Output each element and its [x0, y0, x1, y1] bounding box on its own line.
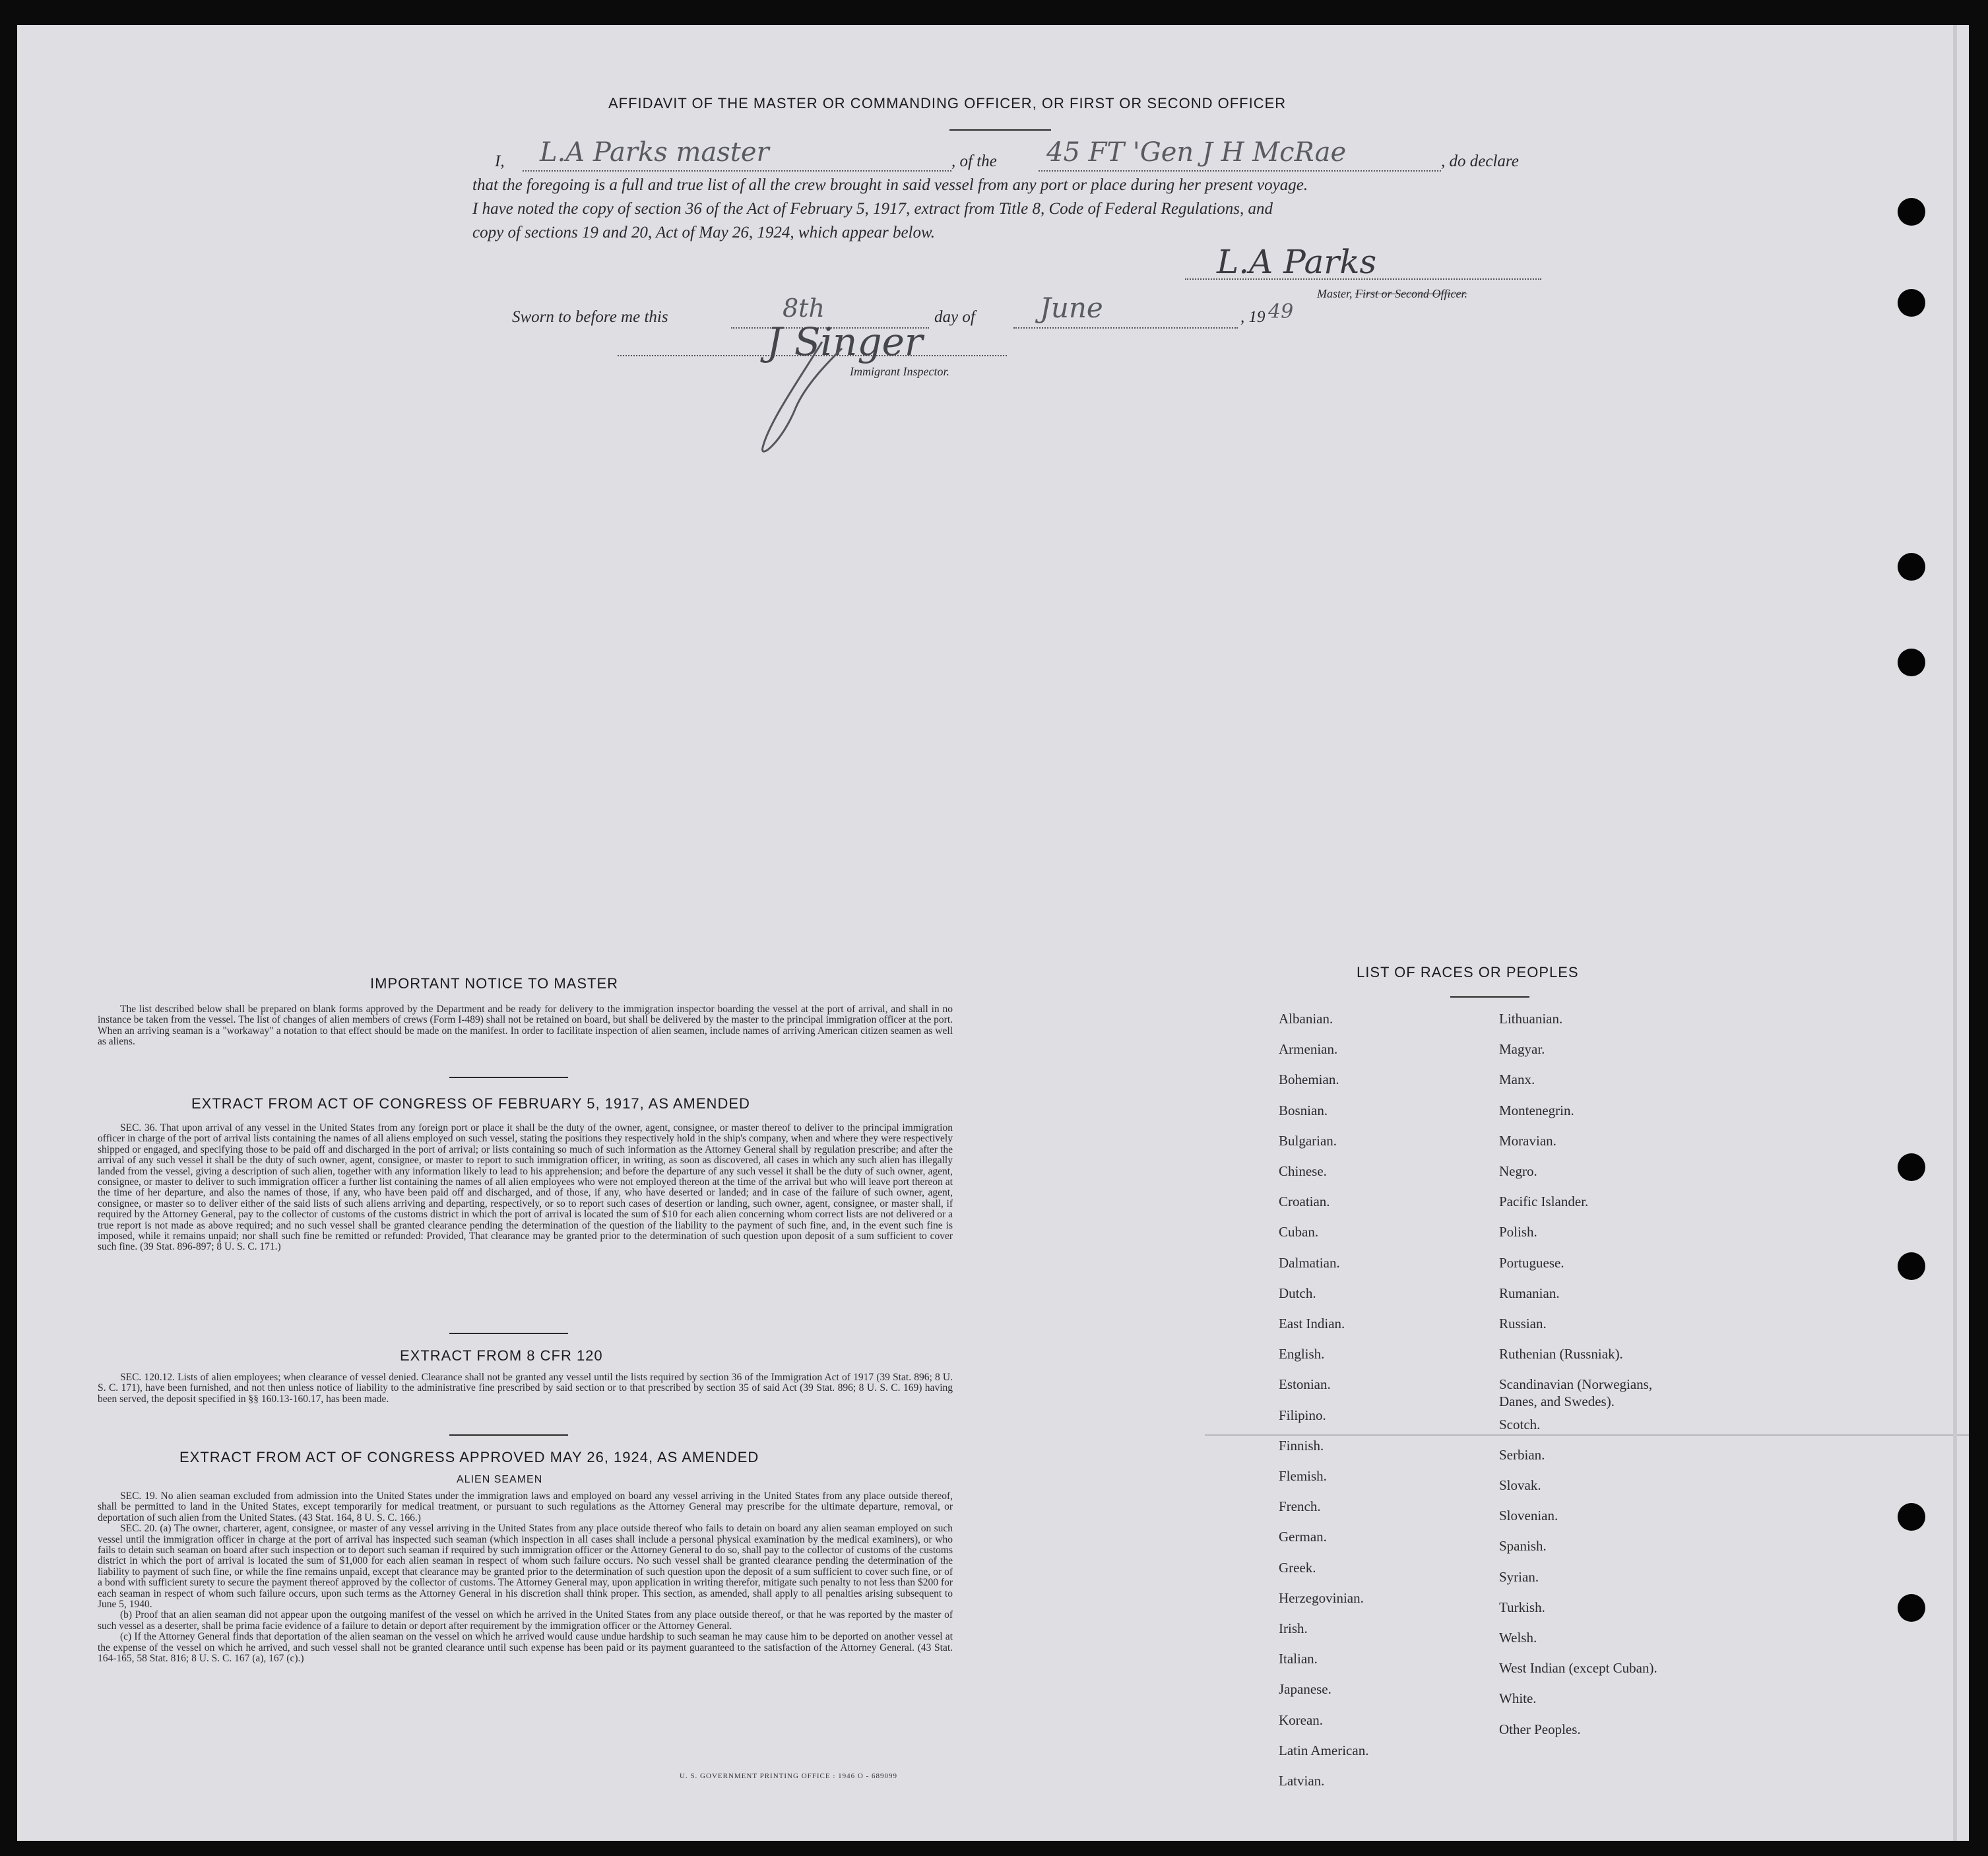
punch-hole: [1898, 1503, 1925, 1531]
race-item: Montenegrin.: [1499, 1102, 1574, 1118]
race-item: Albanian.: [1279, 1011, 1333, 1027]
struck-officer-label: First or Second Officer.: [1355, 287, 1467, 300]
race-item: Cuban.: [1279, 1224, 1319, 1240]
race-item: Danes, and Swedes).: [1499, 1393, 1615, 1410]
race-item: Irish.: [1279, 1620, 1308, 1636]
race-item: Estonian.: [1279, 1376, 1331, 1393]
punch-hole: [1898, 198, 1925, 226]
extract-cfr-text: [98, 1372, 953, 1405]
affidavit-pronoun: I,: [495, 152, 505, 170]
race-item: East Indian.: [1279, 1316, 1345, 1331]
extract-1924-subtitle: ALIEN SEAMEN: [457, 1474, 543, 1485]
divider: [449, 1077, 568, 1078]
race-item: Slovenian.: [1499, 1508, 1558, 1524]
race-item: Latvian.: [1279, 1773, 1325, 1789]
sworn-month-handwriting: June: [1040, 292, 1103, 324]
race-item: Bosnian.: [1279, 1102, 1328, 1118]
race-item: Portuguese.: [1499, 1254, 1564, 1271]
punch-hole: [1898, 553, 1925, 581]
year-prefix: , 19: [1240, 308, 1266, 326]
month-line: [1013, 327, 1238, 329]
vessel-name-handwriting: 45 FT 'Gen J H McRae: [1046, 137, 1347, 168]
race-item: Italian.: [1279, 1651, 1318, 1667]
vessel-line: [1039, 170, 1441, 172]
section-120-paragraph: SEC. 120.12. Lists of alien employees; when clearance of vessel denied. Clearance shall not be granted any vessel until the lists required by section 36 of the Immigration Act of 1917 (39 Stat. 896; 8 U. S. C. 171), have been furnished, and not then unless notice of liability to the administrative fine prescribed by said section or to that prescribed by section 35 of said Act (39 Stat. 896; 8 U. S. C. 169) having been served, the deposit specified in §§ 160.13-160.17, has been made.: [98, 1372, 953, 1405]
sworn-year-handwriting: 49: [1268, 300, 1294, 323]
master-signature-label: [1317, 282, 1467, 305]
race-item: Manx.: [1499, 1072, 1535, 1088]
race-item: English.: [1279, 1346, 1325, 1362]
of-the-label: , of the: [951, 152, 997, 170]
extract-1924-text: [98, 1491, 953, 1665]
race-item: Magyar.: [1499, 1041, 1545, 1058]
race-item: Japanese.: [1279, 1681, 1331, 1698]
race-item: Bohemian.: [1279, 1072, 1339, 1088]
name-line: [523, 170, 951, 172]
punch-hole: [1898, 1153, 1925, 1181]
scan-fold-line: [1205, 1434, 1969, 1436]
section-36-paragraph: SEC. 36. That upon arrival of any vessel in the United States from any foreign port or place it shall be the duty of the owner, agent, consignee, or master thereof to deliver to the principal immigration officer in charge of the port of arrival lists containing the names of all aliens employed on such vessel, stating the positions they respectively hold in the ship's company, when and where they were respectively shipped or engaged, and specifying those to be paid off and discharged in the port of arrival; or lists containing so much of such information as the Attorney General shall by regulation prescribe; and after the arrival of any such vessel it shall be the duty of such owner, agent, consignee, or master to report to such immigration officer, in writing, as soon as discovered, all cases in which any such alien has illegally landed from the vessel, giving a description of such alien, together with any information likely to lead to his apprehension; and before the departure of any such vessel it shall be the duty of such owner, agent, consignee, or master to deliver to such immigration officer a further list containing the names of all alien employees who were not employed thereon at the time of the arrival but who will leave port thereon at the time of her departure, and also the names of those, if any, who have been paid off and discharged, and of those, if any, who have deserted or landed; and in case of the failure of such owner, agent, consignee, or master so to deliver either of the said lists of such aliens arriving and departing, respectively, or so to report such cases of desertion or landing, such owner, agent, consignee, or master shall, if required by the Attorney General, pay to the collector of customs of the customs district in which the port of arrival is located the sum of $10 for each alien concerning whom correct lists are not delivered or a true report is not made as above required; and no such vessel shall be granted clearance pending the determination of the question of the liability to the payment of such fine, and, in the event such fine is imposed, while it remains unpaid; nor shall such fine be remitted or refunded: Provided, That clearance may be granted prior to the determination of such question upon deposit of a sum sufficient to cover such fine. (39 Stat. 896-897; 8 U. S. C. 171.): [98, 1122, 953, 1253]
notice-title: IMPORTANT NOTICE TO MASTER: [370, 975, 619, 992]
race-item: Dalmatian.: [1279, 1254, 1340, 1271]
race-item: Turkish.: [1499, 1599, 1545, 1615]
master-label: Master,: [1317, 287, 1353, 300]
race-item: Latin American.: [1279, 1742, 1369, 1758]
race-item: French.: [1279, 1498, 1321, 1515]
race-item: Rumanian.: [1499, 1285, 1560, 1301]
section-20b-paragraph: (b) Proof that an alien seaman did not appear upon the outgoing manifest of the vessel on which he arrived in the United States from any place outside thereof, or that he was reported by the master of such vessel as a deserter, shall be prima facie evidence of a failure to detain or deport after requirement by the immigration officer or the Attorney General.: [98, 1609, 953, 1632]
race-item: Spanish.: [1499, 1538, 1547, 1554]
extract-1917-text: [98, 1123, 953, 1253]
race-item: Syrian.: [1499, 1568, 1539, 1585]
race-item: Russian.: [1499, 1316, 1547, 1331]
inspector-signature-flourish: [743, 335, 862, 461]
notice-paragraph: The list described below shall be prepared on blank forms approved by the Department and be ready for delivery to the immigration inspector boarding the vessel at the port of arrival, and shall in no instance be taken from the vessel. The list of changes of alien members of crews (Form I-489) shall not be retained on board, but shall be delivered by the master to the principal immigration officer at the port. When an arriving seaman is a "workaway" a notation to that effect should be made on the manifest. In order to facilitate inspection of alien seamen, include names of arriving American citizen seamen as well as aliens.: [98, 1004, 953, 1048]
race-item: Croatian.: [1279, 1194, 1330, 1210]
race-item: West Indian (except Cuban).: [1499, 1660, 1657, 1677]
affidavit-line-2: that the foregoing is a full and true list of all the crew brought in said vessel from any port or place during her present voyage.: [472, 176, 1308, 194]
race-item: Moravian.: [1499, 1132, 1556, 1149]
master-name-handwriting: L.A Parks master: [540, 137, 769, 168]
affidavit-line-4: copy of sections 19 and 20, Act of May 26, 1924, which appear below.: [472, 224, 936, 241]
declare-label: , do declare: [1441, 152, 1519, 170]
race-item: White.: [1499, 1690, 1537, 1707]
race-item: Lithuanian.: [1499, 1011, 1563, 1027]
master-signature: L.A Parks: [1217, 243, 1377, 281]
races-title: LIST OF RACES OR PEOPLES: [1357, 964, 1579, 980]
extract-1917-title: EXTRACT FROM ACT OF CONGRESS OF FEBRUARY 5, 1917, AS AMENDED: [191, 1095, 750, 1112]
punch-hole: [1898, 289, 1925, 317]
race-item: Greek.: [1279, 1559, 1316, 1576]
race-item: Chinese.: [1279, 1163, 1327, 1179]
divider: [449, 1333, 568, 1334]
race-item: Flemish.: [1279, 1468, 1327, 1484]
race-item: Polish.: [1499, 1224, 1537, 1240]
race-item: Pacific Islander.: [1499, 1194, 1589, 1210]
section-19-paragraph: SEC. 19. No alien seaman excluded from admission into the United States under the immigration laws and employed on board any vessel arriving in the United States from any place outside thereof, shall be permitted to land in the United States, except temporarily for medical treatment, or pursuant to such regulations as the Attorney General may prescribe for the ultimate departure, removal, or deportation of such alien from the United States. (43 Stat. 164, 8 U. S. C. 166.): [98, 1490, 953, 1523]
sworn-prefix: Sworn to before me this: [512, 308, 668, 326]
inspector-signature: J Singer: [767, 319, 923, 364]
notice-text: [98, 1004, 953, 1048]
punch-hole: [1898, 1252, 1925, 1280]
race-item: Filipino.: [1279, 1407, 1326, 1423]
race-item: Serbian.: [1499, 1446, 1545, 1463]
race-item: Other Peoples.: [1499, 1721, 1581, 1737]
race-item: Scotch.: [1499, 1416, 1541, 1432]
race-item: Welsh.: [1499, 1630, 1537, 1646]
race-item: Scandinavian (Norwegians,: [1499, 1376, 1653, 1393]
printing-office-footer: U. S. GOVERNMENT PRINTING OFFICE : 1946 O - 689099: [680, 1772, 898, 1780]
extract-cfr-title: EXTRACT FROM 8 CFR 120: [400, 1347, 603, 1364]
divider: [949, 129, 1051, 131]
punch-hole: [1898, 1594, 1925, 1622]
day-of-label: day of: [934, 308, 975, 326]
race-item: Herzegovinian.: [1279, 1589, 1364, 1606]
race-item: German.: [1279, 1529, 1327, 1545]
inspector-label: Immigrant Inspector.: [850, 365, 949, 378]
document-page: [17, 25, 1969, 1841]
affidavit-line-3: I have noted the copy of section 36 of the Act of February 5, 1917, extract from Title 8, Code of Federal Regulations, and: [472, 200, 1273, 218]
section-20c-paragraph: (c) If the Attorney General finds that deportation of the alien seaman on the vessel on which he arrived would cause undue hardship to such seaman he may cause him to be deported on another vessel at the expense of the vessel on which he arrived, and such vessel shall not be granted clearance until such expense has been paid or its payment guaranteed to the satisfaction of the Attorney General. (43 Stat. 164-165, 58 Stat. 816; 8 U. S. C. 167 (a), 167 (c).): [98, 1631, 953, 1665]
race-item: Finnish.: [1279, 1437, 1324, 1454]
divider: [1450, 996, 1529, 998]
race-item: Armenian.: [1279, 1041, 1338, 1058]
section-20a-paragraph: SEC. 20. (a) The owner, charterer, agent, consignee, or master of any vessel arriving in the United States from any place outside thereof who fails to detain on board any alien seaman employed on such vessel until the immigration officer in charge at the port of arrival has inspected such seaman (which inspection in all cases shall include a personal physical examination by the medical examiners), or who fails to detain such seaman on board after such inspection or to deport such seaman if required by such immigration officer or the Attorney General to do so, shall pay to the collector of customs of the customs district in which the port of arrival is located the sum of $1,000 for each alien seaman in respect of whom such failure occurs. No such vessel shall be granted clearance pending the determination of the liability to payment of such fine, or while the fine remains unpaid, except that clearance may be granted prior to the determination of such question upon the deposit of a sum sufficient to cover such fine, or of a bond with sufficient surety to secure the payment thereof approved by the collector of customs. The Attorney General may, upon application in writing therefor, mitigate such penalty to not less than $200 for each seaman in respect of whom such failure occurs, upon such terms as the Attorney General in his discretion shall think proper. This section, as amended, shall apply to all penalties arising subsequent to June 5, 1940.: [98, 1523, 953, 1611]
race-item: Slovak.: [1499, 1477, 1541, 1493]
page-right-edge: [1953, 25, 1957, 1841]
divider: [449, 1434, 568, 1436]
race-item: Negro.: [1499, 1163, 1537, 1179]
race-item: Dutch.: [1279, 1285, 1316, 1301]
race-item: Ruthenian (Russniak).: [1499, 1346, 1623, 1362]
affidavit-title: AFFIDAVIT OF THE MASTER OR COMMANDING OFFICER, OR FIRST OR SECOND OFFICER: [608, 95, 1287, 112]
race-item: Bulgarian.: [1279, 1132, 1337, 1149]
extract-1924-title: EXTRACT FROM ACT OF CONGRESS APPROVED MAY 26, 1924, AS AMENDED: [179, 1449, 759, 1465]
affidavit-line-1: [479, 137, 1555, 173]
punch-hole: [1898, 649, 1925, 676]
sworn-day-handwriting: 8th: [783, 294, 825, 323]
race-item: Korean.: [1279, 1712, 1324, 1728]
